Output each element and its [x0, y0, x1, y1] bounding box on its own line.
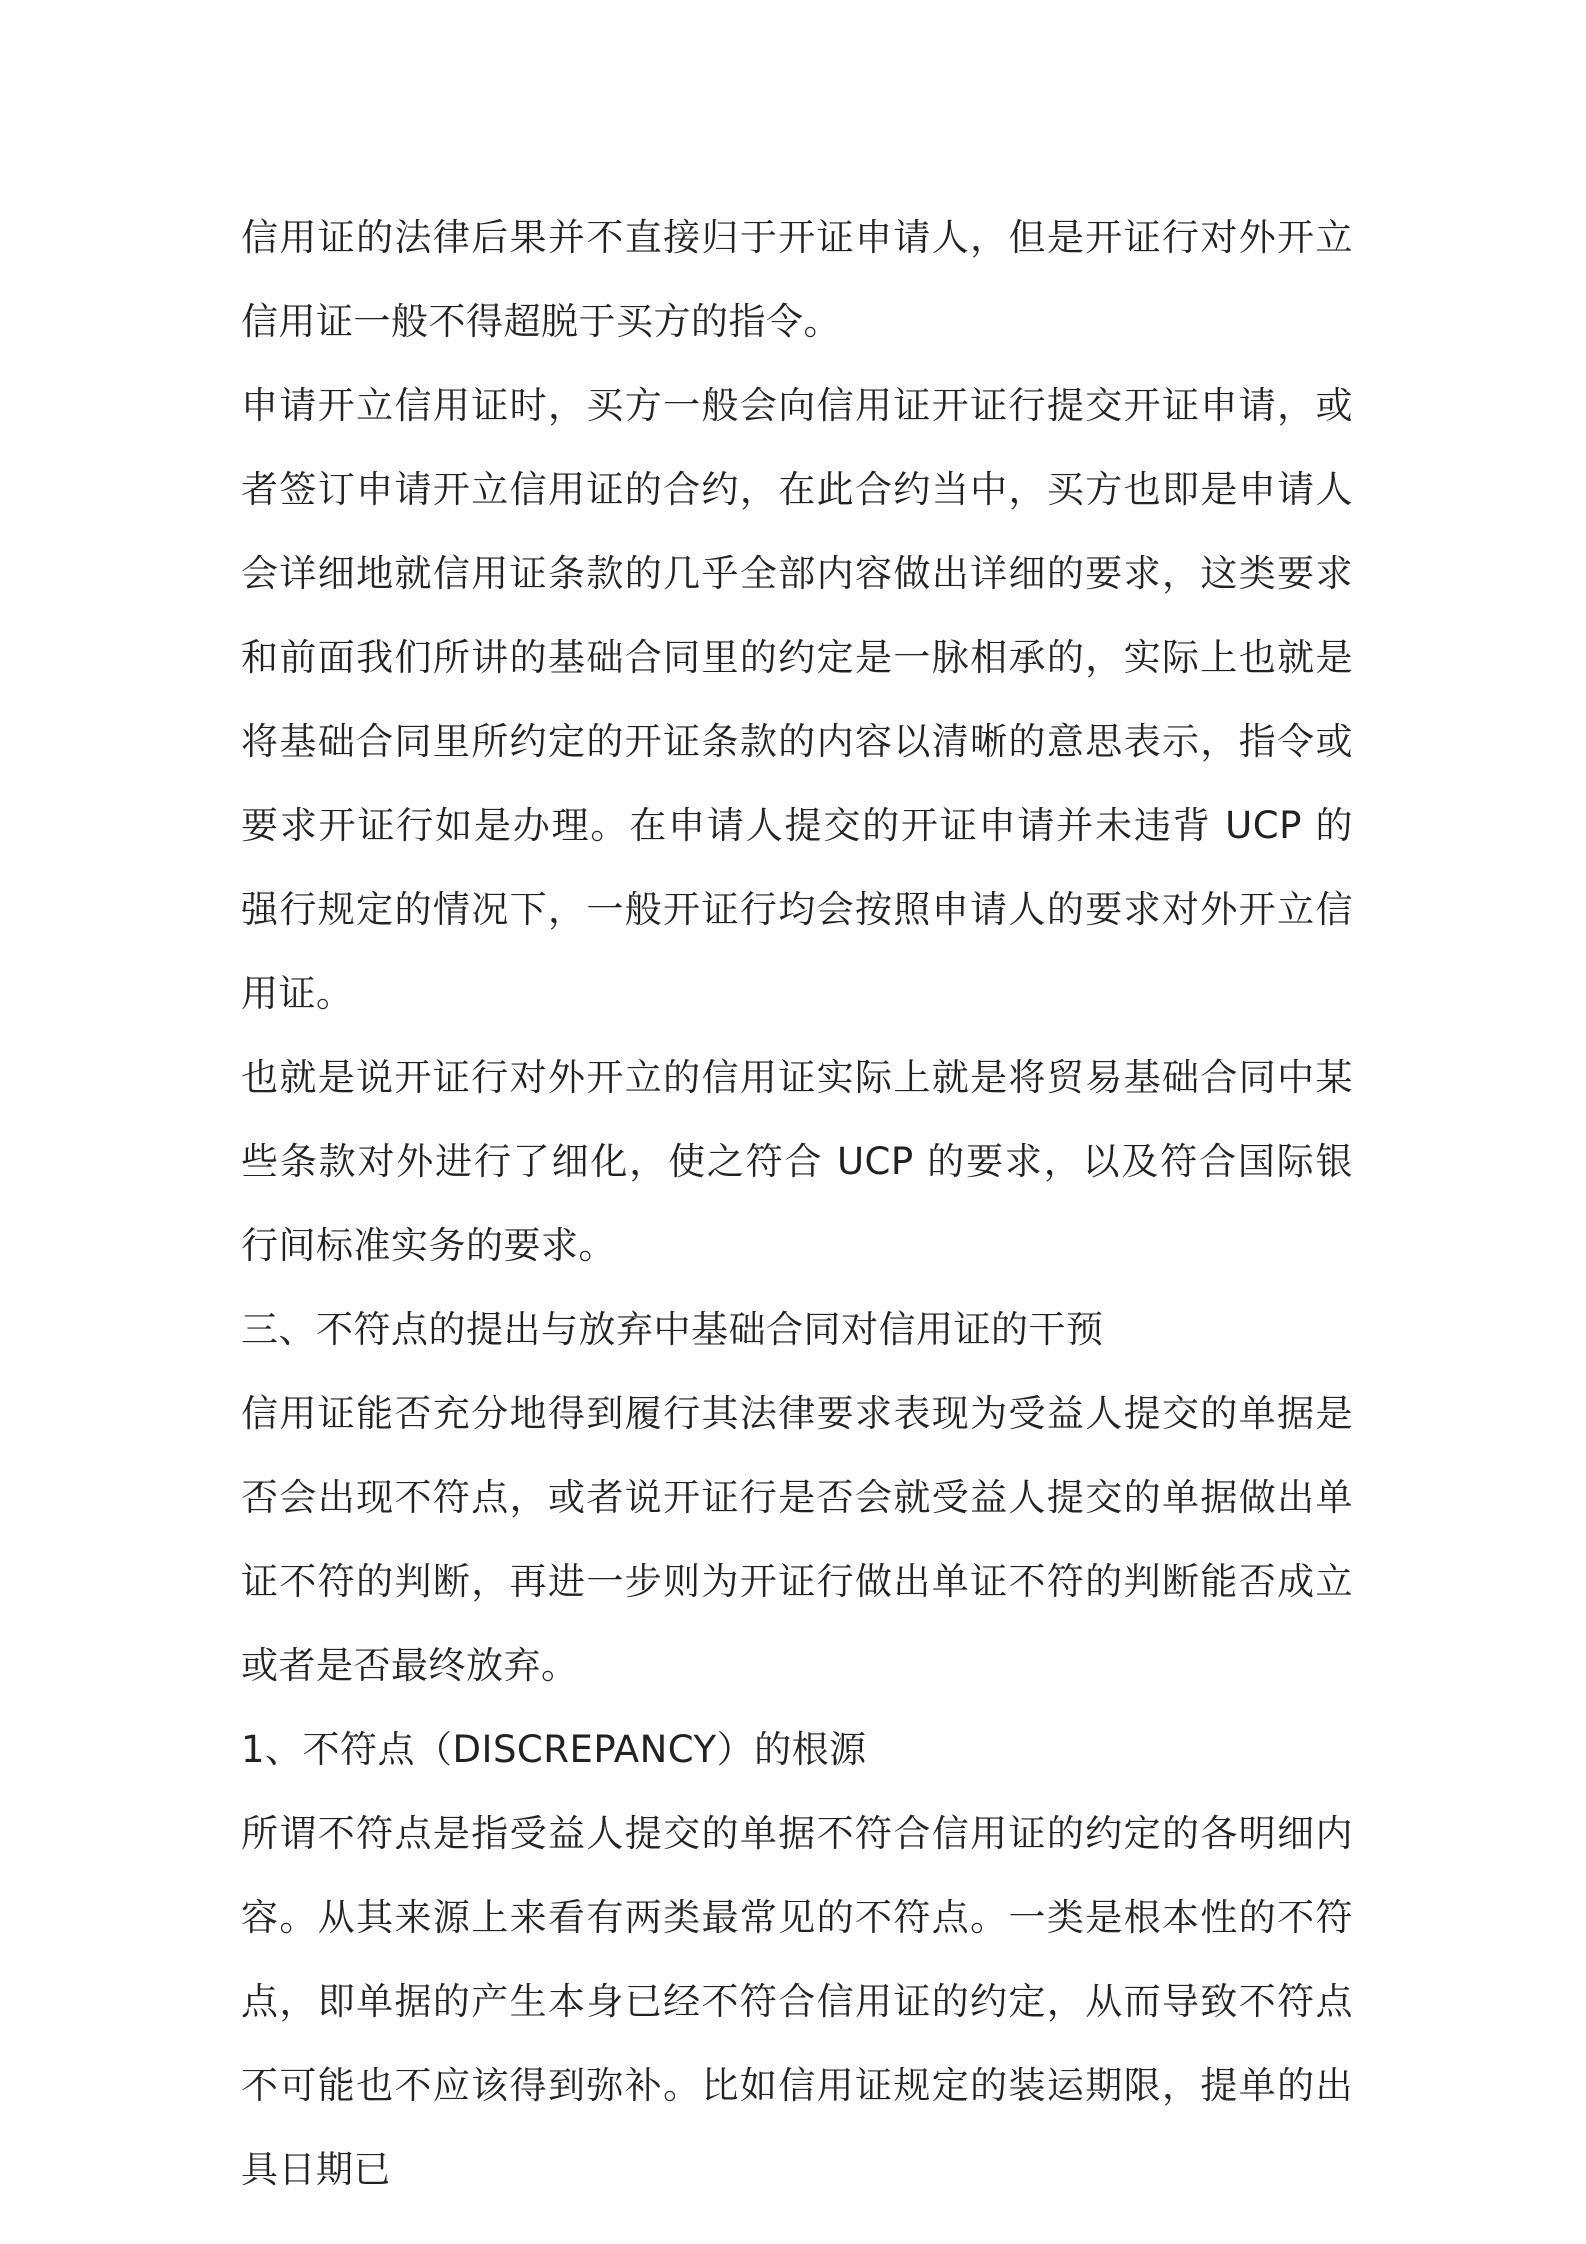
paragraph-1: 信用证的法律后果并不直接归于开证申请人，但是开证行对外开立信用证一般不得超脱于买方的指令。 — [241, 216, 1353, 343]
paragraph-5: 所谓不符点是指受益人提交的单据不符合信用证的约定的各明细内容。从其来源上来看有两类最常见的不符点。一类是根本性的不符点，即单据的产生本身已经不符合信用证的约定，从而导致不符点不可能也不应该得到弥补。比如信用证规定的装运期限，提单的出具日期已 — [241, 1812, 1353, 2191]
paragraph-4: 信用证能否充分地得到履行其法律要求表现为受益人提交的单据是否会出现不符点，或者说开证行是否会就受益人提交的单据做出单证不符的判断，再进一步则为开证行做出单证不符的判断能否成立或者是否最终放弃。 — [241, 1392, 1353, 1687]
paragraph-2: 申请开立信用证时，买方一般会向信用证开证行提交开证申请，或者签订申请开立信用证的合约，在此合约当中，买方也即是申请人会详细地就信用证条款的几乎全部内容做出详细的要求，这类要求和前面我们所讲的基础合同里的约定是一脉相承的，实际上也就是将基础合同里所约定的开证条款的内容以清晰的意思表示，指令或要求开证行如是办理。在申请人提交的开证申请并未违背 UCP 的强行规定的情况下，一般开证行均会按照申请人的要求对外开立信用证。 — [241, 384, 1353, 1015]
document-body — [241, 196, 1353, 2212]
section-heading-3: 三、不符点的提出与放弃中基础合同对信用证的干预 — [241, 1308, 1104, 1351]
subsection-heading-1: 1、不符点（DISCREPANCY）的根源 — [241, 1728, 867, 1771]
paragraph-3: 也就是说开证行对外开立的信用证实际上就是将贸易基础合同中某些条款对外进行了细化，使之符合 UCP 的要求，以及符合国际银行间标准实务的要求。 — [241, 1056, 1353, 1267]
